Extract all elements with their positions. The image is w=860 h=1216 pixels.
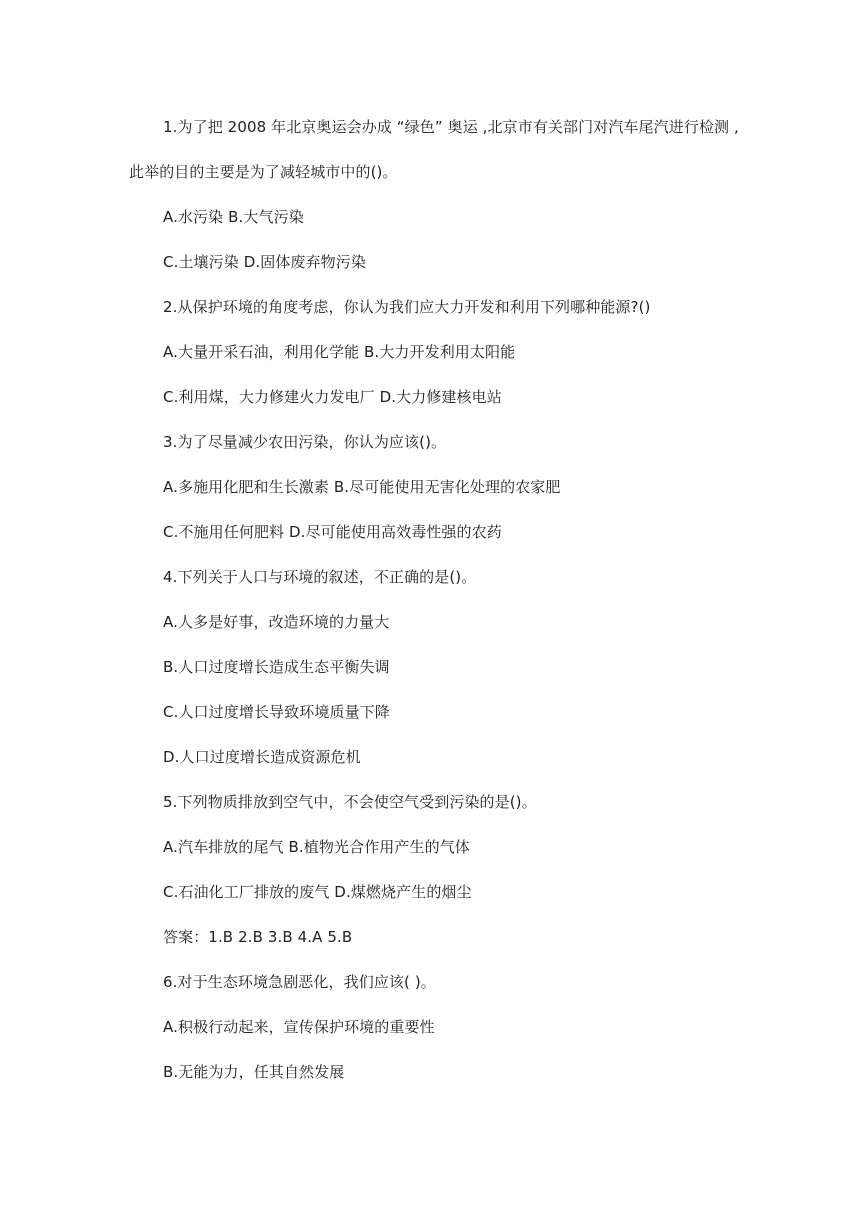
question-5-options-cd: C.石油化工厂排放的废气 D.煤燃烧产生的烟尘 <box>163 883 472 901</box>
question-2-options-cd: C.利用煤，大力修建火力发电厂 D.大力修建核电站 <box>163 388 502 406</box>
question-2-options-ab: A.大量开采石油，利用化学能 B.大力开发利用太阳能 <box>163 343 516 361</box>
question-2-stem: 2.从保护环境的角度考虑，你认为我们应大力开发和利用下列哪种能源?() <box>163 298 651 316</box>
question-3-options-cd: C.不施用任何肥料 D.尽可能使用高效毒性强的农药 <box>163 523 502 541</box>
question-4-stem: 4.下列关于人口与环境的叙述，不正确的是()。 <box>163 568 477 586</box>
question-3-stem: 3.为了尽量减少农田污染，你认为应该()。 <box>163 433 447 451</box>
question-1-stem-line-1: 1.为了把 2008 年北京奥运会办成 “绿色” 奥运 ,北京市有关部门对汽车尾汽进行检测 , <box>163 118 739 136</box>
question-4-option-c: C.人口过度增长导致环境质量下降 <box>163 703 390 721</box>
question-1-stem-line-2: 此举的目的主要是为了减轻城市中的()。 <box>129 163 398 181</box>
question-6-option-a: A.积极行动起来，宣传保护环境的重要性 <box>163 1018 435 1036</box>
question-3-options-ab: A.多施用化肥和生长激素 B.尽可能使用无害化处理的农家肥 <box>163 478 561 496</box>
question-6-stem: 6.对于生态环境急剧恶化，我们应该( )。 <box>163 973 436 991</box>
question-5-stem: 5.下列物质排放到空气中，不会使空气受到污染的是()。 <box>163 793 537 811</box>
question-6-option-b: B.无能为力，任其自然发展 <box>163 1063 345 1081</box>
question-5-options-ab: A.汽车排放的尾气 B.植物光合作用产生的气体 <box>163 838 470 856</box>
question-1-options-ab: A.水污染 B.大气污染 <box>163 208 304 226</box>
question-4-option-d: D.人口过度增长造成资源危机 <box>163 748 361 766</box>
question-1-options-cd: C.土壤污染 D.固体废弃物污染 <box>163 253 366 271</box>
question-4-option-a: A.人多是好事，改造环境的力量大 <box>163 613 390 631</box>
answer-key: 答案：1.B 2.B 3.B 4.A 5.B <box>163 928 353 946</box>
question-4-option-b: B.人口过度增长造成生态平衡失调 <box>163 658 390 676</box>
